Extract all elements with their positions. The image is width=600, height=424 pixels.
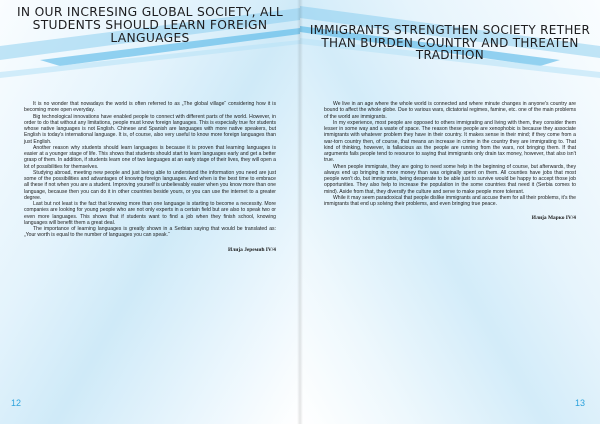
right-paragraph: While it may seem paradoxical that people dislike immigrants and accuse them for all their problems, it's the immigrants that end up solving their problems, and even bringing true peace. [324,194,576,207]
left-paragraph: It is no wonder that nowadays the world is often referred to as „The global village“ considering how it is becoming more open everyday. [24,101,276,114]
right-paragraph: When people immigrate, they are going to need some help in the beginning of course, but afterwards, they always end up bringing in more money than was originally spent on them. All counties have jobs that most people won't do, but immigrants, being desperate to be able just to survive would be happy to accept those job opportunities. They also help to increase the population in the some countries that need it (Serbia comes to mind). Aside from that, they diversify the culture and serve to make people more tolerant. [324,163,576,195]
right-page [300,0,600,424]
page-fold [297,0,303,424]
right-article-title: IMMIGRANTS STRENGTHEN SOCIETY RETHER THAN BURDEN COUNTRY AND THREATEN TRADITION [309,23,591,62]
left-paragraph: Studying abroad, meeting new people and just being able to understand the information you need are just some of the possibilities and advantages of knowing foreign languages. And when is the best time to embrace all these if not when you are a student. Improving yourself is unbelievably easier when you know more than one language, because then you can do it in other countries beside yours, or you can use the internet to a greater degree. [24,169,276,201]
right-article-body [324,101,576,222]
left-page-number: 12 [11,398,22,408]
right-paragraph: In my experience, most people are opposed to others immigrating and living with them, they consider them lesser in some way and a waste of space. The reason these people are xenophobic is because they associate immigrants with whatever problem they have in their country. It makes sense in their mind; if they come from a war-torn country then, of course, that means an increase in crime in the country they are immigrating to. That kind of thinking, however, is fallacious as the people are running from the wars, not bringing them. If that arguments fails people tend to resource to saying that immigrants only drain tax money, however, that also isn't true. [324,119,576,164]
left-paragraph: Last but not least is the fact that knowing more than one language is starting to become a necessity. More companies are looking for young people who are not only experts in a certain field but are also to speak two or even more languages. This shows that if students want to find a job when they finish school, knowing languages will benefit them a great deal. [24,201,276,226]
right-page-number: 13 [574,398,585,408]
left-article-body [24,101,276,253]
right-paragraph: We live in an age where the whole world is connected and where minute changes in anyone's country are bound to affect the whole globe. Due to various wars, dictatorial regimes, famine, etc. one of the main problems of the world are immigrants. [324,101,576,120]
left-article-title: IN OUR INCRESING GLOBAL SOCIETY, ALL STUDENTS SHOULD LEARN FOREIGN LANGUAGES [16,5,284,45]
left-paragraph: The importance of learning languages is greatly shown in a Serbian saying that would be translated as: „Your worth is equal to the number of languages you can speak.“ [24,226,276,239]
right-author-signature: Илија Марко IV/4 [531,215,576,222]
left-paragraph: Big technological innovations have enabled people to connect with different parts of the world. However, in order to do that without any limitations, people must know foreign languages. This is especially true for students whose native languages is not English. Chinese and Spanish are languages with more native speakers, but English is today's international language. It is, of course, also very useful to know more foreign languages than just English. [24,113,276,145]
left-author-signature: Илија Јеремић IV/4 [228,246,276,253]
left-paragraph: Another reason why students should learn languages is because it is proven that learning languages is easier at a younger stage of life. This shows that students should start to learn languages early and get a better grasp of them. In addition, if students learn one of two languages at an early stage of their lives, they will open a lot of possibilities for themselves. [24,144,276,170]
